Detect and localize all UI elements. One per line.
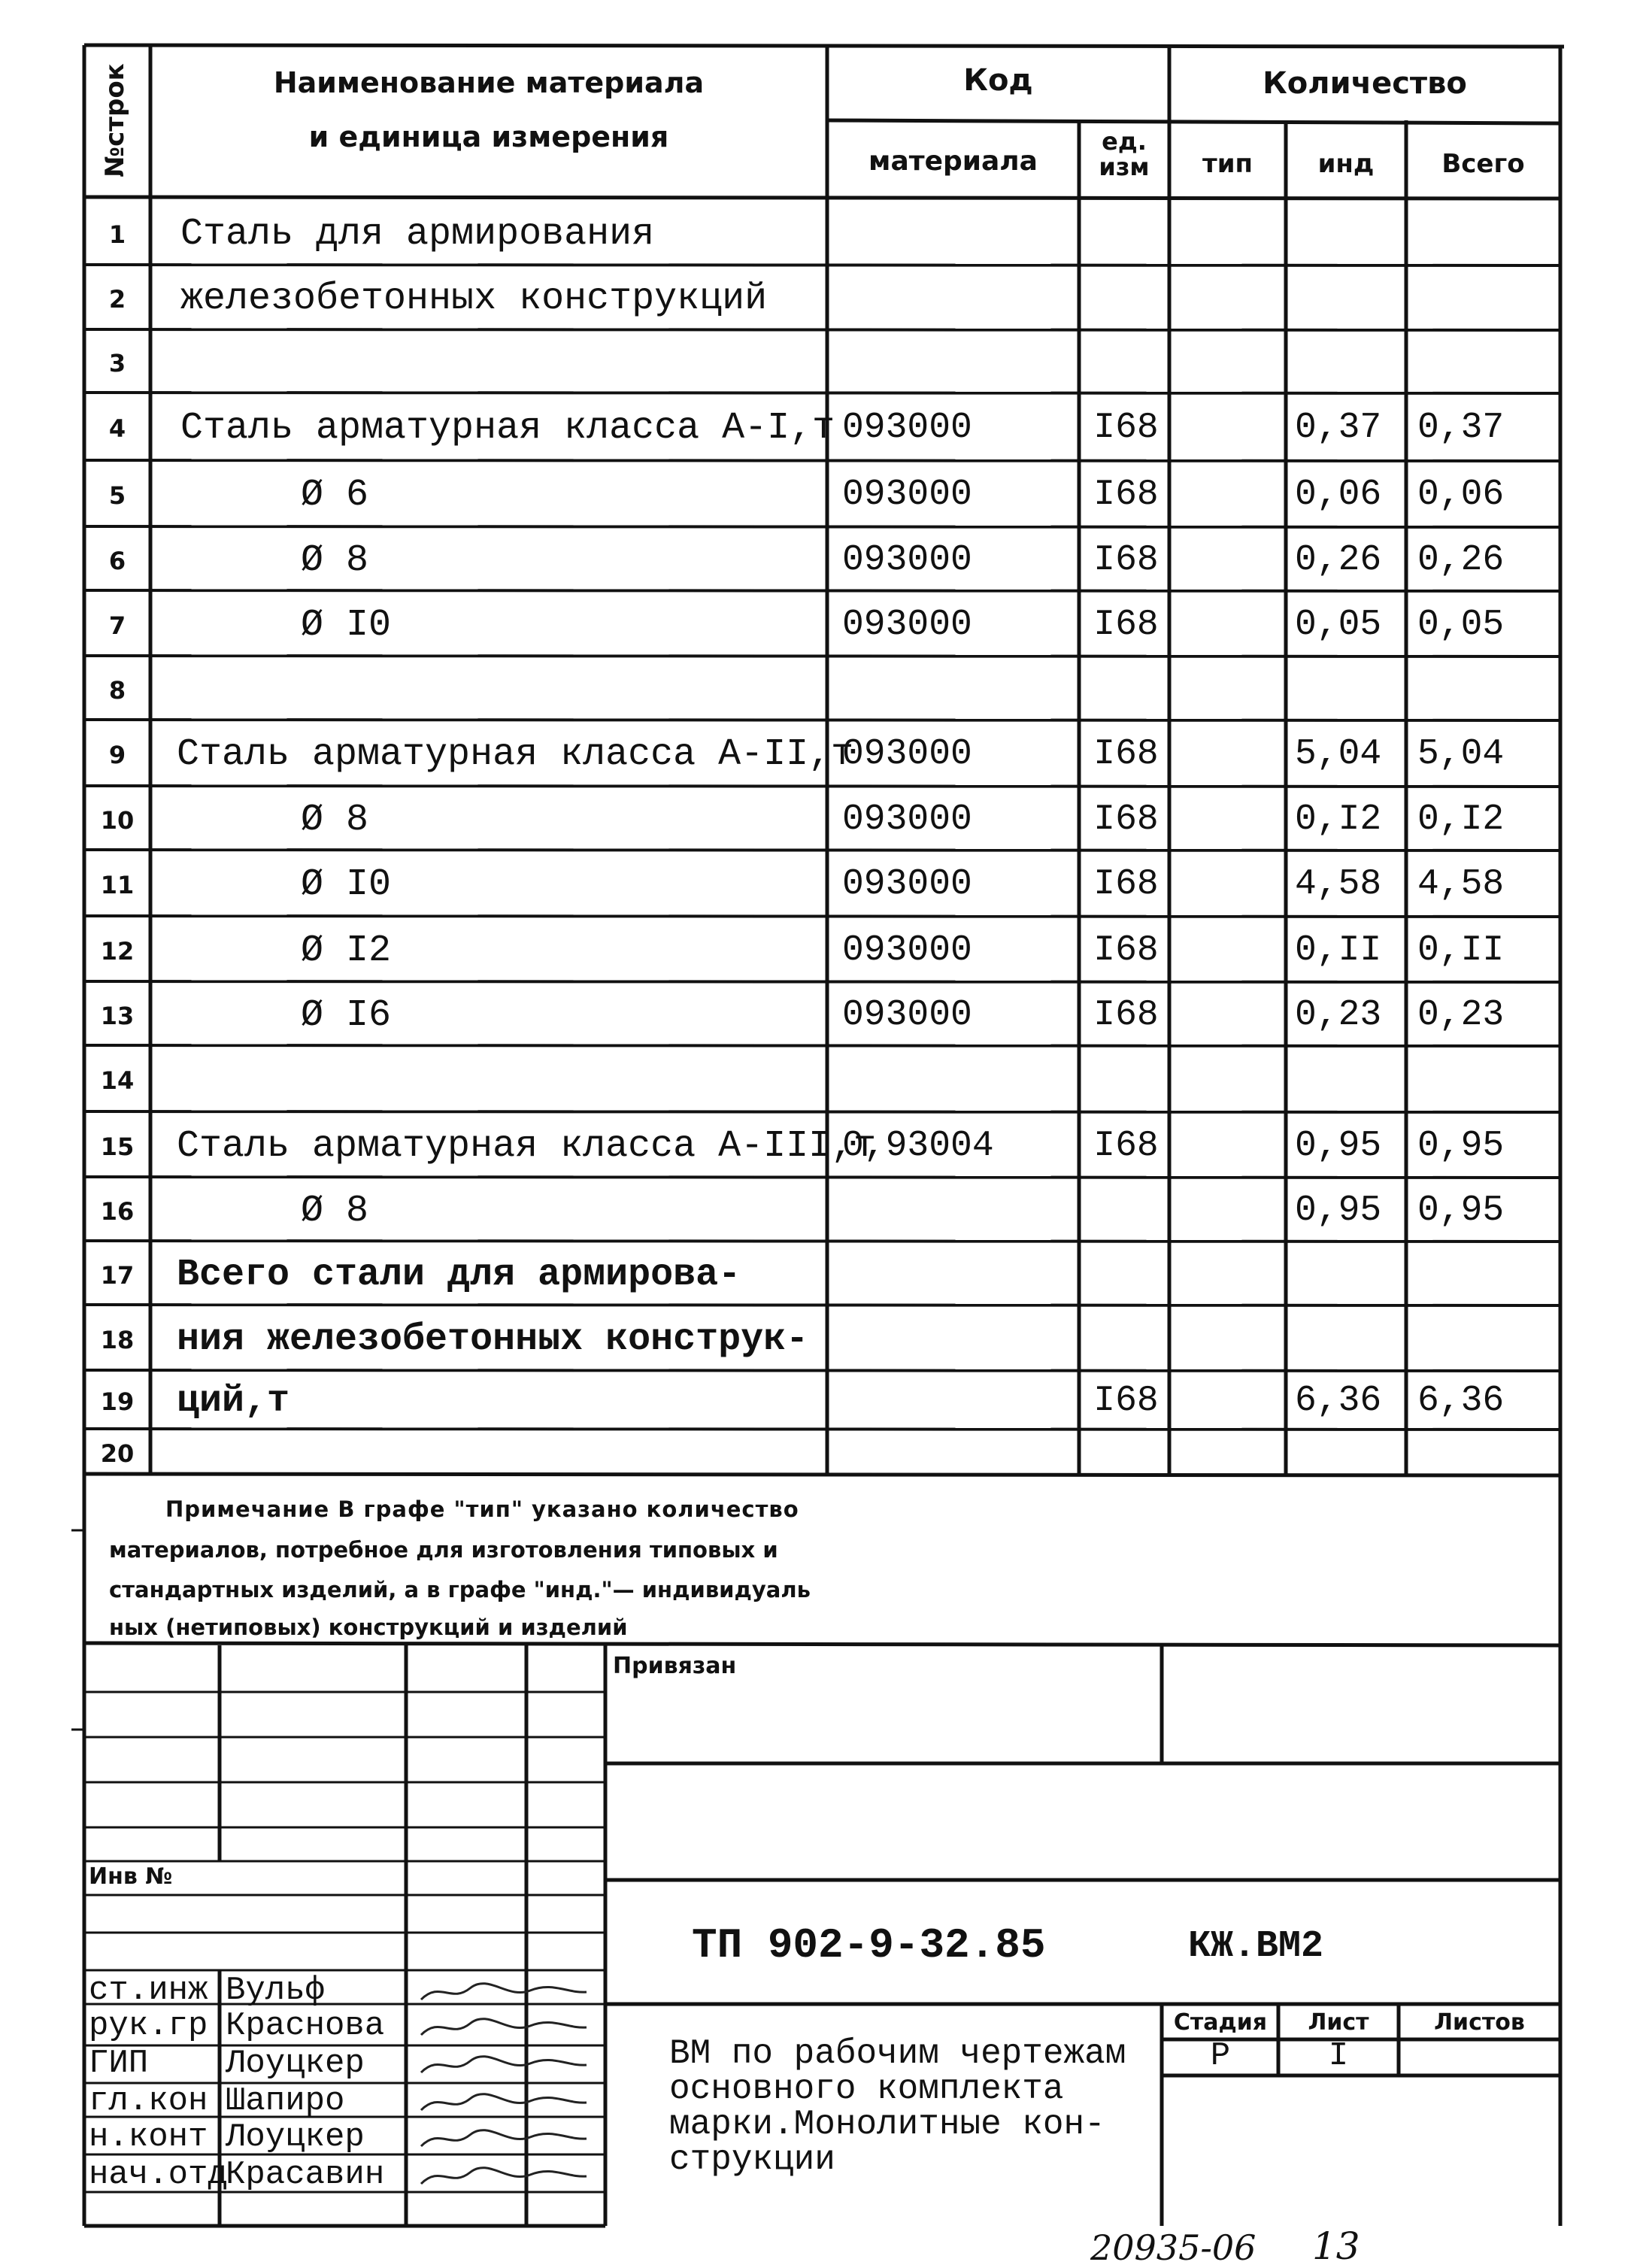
material-name: Ø 8 [301,798,369,841]
row-separator [84,460,1560,461]
unit-code: I68 [1093,408,1159,448]
row-separator [84,590,1560,591]
row-number: 18 [100,1325,135,1354]
qty-total: 0,II [1417,929,1505,971]
qty-ind: 5,04 [1295,734,1382,775]
unit-code: I68 [1093,475,1159,515]
row-number: 13 [100,1001,135,1030]
stamp-doc-code: ТП 902-9-32.85 [692,1921,1046,1969]
material-name: Сталь арматурная класса А-I,т [180,407,835,450]
row-number: 6 [108,546,126,575]
unit-code: I68 [1093,1381,1159,1421]
material-name: Сталь арматурная класса А-III,т [177,1124,877,1168]
signature-mark [417,2088,590,2118]
qty-ind: 0,II [1295,929,1382,971]
archive-number: 20935-06 [1090,2227,1257,2268]
stamp-title-line-2: основного комплекта [669,2069,1064,2109]
header-code-material: материала [868,146,1038,177]
unit-code: I68 [1093,864,1159,905]
signatory-role: ГИП [89,2045,149,2082]
qty-ind: 0,26 [1295,539,1382,581]
stamp-title-line-3: марки.Монолитные кон- [669,2105,1105,2144]
row-number: 17 [100,1260,135,1290]
header-qty-ind: инд [1317,149,1375,179]
qty-ind: 0,95 [1295,1125,1382,1166]
row-number: 4 [108,414,126,443]
row-number: 16 [100,1196,135,1226]
material-name: ния железобетонных конструк- [177,1317,809,1361]
qty-ind: 0,37 [1295,408,1382,448]
stamp-stage-value: Р [1210,2037,1231,2075]
stamp-title-line-1: ВМ по рабочим чертежам [669,2034,1126,2073]
signatory-role: н.конт [89,2118,208,2156]
qty-ind: 0,23 [1295,994,1382,1035]
signatory-role: нач.отд [89,2156,228,2194]
row-separator [84,526,1560,527]
row-number: 9 [108,741,126,769]
qty-total: 5,04 [1417,734,1505,775]
unit-code: I68 [1093,604,1159,645]
row-number: 3 [108,349,126,377]
row-separator [84,1370,1560,1371]
material-name: железобетонных конструкций [180,277,768,320]
signatory-name: Краснова [226,2007,385,2045]
header-name-line2: и единица измерения [308,120,669,153]
row-number: 19 [100,1387,135,1416]
material-code: 093000 [842,539,972,581]
material-code: 093000 [842,475,972,515]
header-quantity: Количество [1263,66,1467,101]
material-name: Сталь для армирования [180,212,655,256]
material-code: 093000 [842,864,972,905]
qty-total: 0,95 [1417,1190,1505,1231]
material-name: Ø 8 [301,538,369,582]
row-separator [84,1045,1560,1046]
material-name: Ø I0 [301,603,392,647]
signatory-role: рук.гр [89,2007,208,2045]
material-code: 093000 [842,604,972,645]
material-name: Сталь арматурная класса А-II,т [177,733,854,776]
material-name: ций,т [177,1380,290,1423]
material-code: 093000 [842,734,972,775]
material-code: 093000 [842,994,972,1035]
qty-total: 0,23 [1417,994,1505,1035]
material-name: Всего стали для армирова- [177,1253,741,1296]
qty-ind: 0,06 [1295,475,1382,515]
signatory-name: Лоуцкер [226,2118,365,2156]
row-number: 8 [108,675,126,705]
note-line-3: стандартных изделий, а в графе "инд."— индивидуаль [109,1577,811,1602]
qty-total: 0,95 [1417,1125,1505,1166]
row-number: 20 [100,1439,135,1468]
header-row-number: №строк [100,63,130,177]
signature-mark [417,2012,590,2042]
stamp-mark: КЖ.ВМ2 [1188,1925,1324,1968]
row-number: 5 [108,481,126,510]
signatory-name: Лоуцкер [226,2045,365,2082]
header-code: Код [963,63,1033,98]
signatory-role: гл.кон [89,2082,208,2120]
header-name-line1: Наименование материала [273,66,705,99]
material-code: 093000 [842,929,972,971]
qty-total: 6,36 [1417,1381,1505,1421]
header-code-unit: ед. изм [1099,127,1150,181]
qty-ind: 0,95 [1295,1190,1382,1231]
stamp-sheet-value: I [1328,2037,1349,2075]
note-line-2: материалов, потребное для изготовления типовых и [109,1537,778,1563]
row-number: 14 [100,1066,135,1095]
qty-total: 0,26 [1417,539,1505,581]
signature-mark [417,2124,590,2154]
qty-total: 0,37 [1417,408,1505,448]
row-separator [84,1177,1560,1178]
row-number: 1 [108,220,126,249]
qty-ind: 6,36 [1295,1381,1382,1421]
signature-mark [417,2161,590,2191]
stamp-sheet-label: Лист [1308,2009,1369,2036]
row-separator [84,1111,1560,1112]
row-number: 10 [100,805,135,835]
row-separator [84,1429,1560,1430]
unit-code: I68 [1093,539,1159,581]
header-qty-type: тип [1202,149,1253,179]
row-number: 7 [108,611,126,640]
signature-mark [417,1977,590,2007]
stamp-inv-no-label: Инв № [89,1863,173,1890]
header-qty-total: Всего [1441,149,1525,179]
signatory-name: Красавин [226,2156,385,2194]
row-separator [84,1241,1560,1242]
row-separator [84,329,1560,330]
material-code: 0,93004 [842,1125,994,1166]
unit-code: I68 [1093,799,1159,840]
note-line-4: ных (нетиповых) конструкций и изделий [109,1615,628,1640]
row-separator [84,786,1560,787]
material-name: Ø I6 [301,993,392,1037]
row-number: 12 [100,936,135,966]
qty-total: 0,I2 [1417,799,1505,840]
material-name: Ø I0 [301,863,392,906]
page-number: 13 [1312,2224,1360,2268]
note-line-1: Примечание В графе "тип" указано количество [165,1496,799,1522]
stamp-stage-label: Стадия [1173,2009,1268,2036]
qty-ind: 4,58 [1295,864,1382,905]
material-code: 093000 [842,799,972,840]
stamp-privyazan-label: Привязан [613,1653,737,1679]
unit-code: I68 [1093,734,1159,775]
unit-code: I68 [1093,1125,1159,1166]
signatory-name: Вульф [226,1972,326,2009]
qty-ind: 0,I2 [1295,799,1382,840]
signatory-role: ст.инж [89,1972,208,2009]
qty-total: 0,05 [1417,604,1505,645]
unit-code: I68 [1093,994,1159,1035]
qty-total: 4,58 [1417,864,1505,905]
material-code: 093000 [842,408,972,448]
row-number: 15 [100,1132,135,1161]
signatory-name: Шапиро [226,2082,345,2120]
stamp-sheets-label: Листов [1434,2009,1525,2036]
material-name: Ø I2 [301,929,392,972]
row-number: 11 [100,871,135,899]
row-number: 2 [108,285,126,314]
material-name: Ø 8 [301,1189,369,1233]
qty-total: 0,06 [1417,475,1505,515]
row-separator [84,916,1560,917]
stamp-title-line-4: струкции [669,2140,835,2179]
row-separator [84,981,1560,982]
qty-ind: 0,05 [1295,604,1382,645]
signature-mark [417,2050,590,2080]
material-name: Ø 6 [301,474,369,517]
unit-code: I68 [1093,929,1159,971]
